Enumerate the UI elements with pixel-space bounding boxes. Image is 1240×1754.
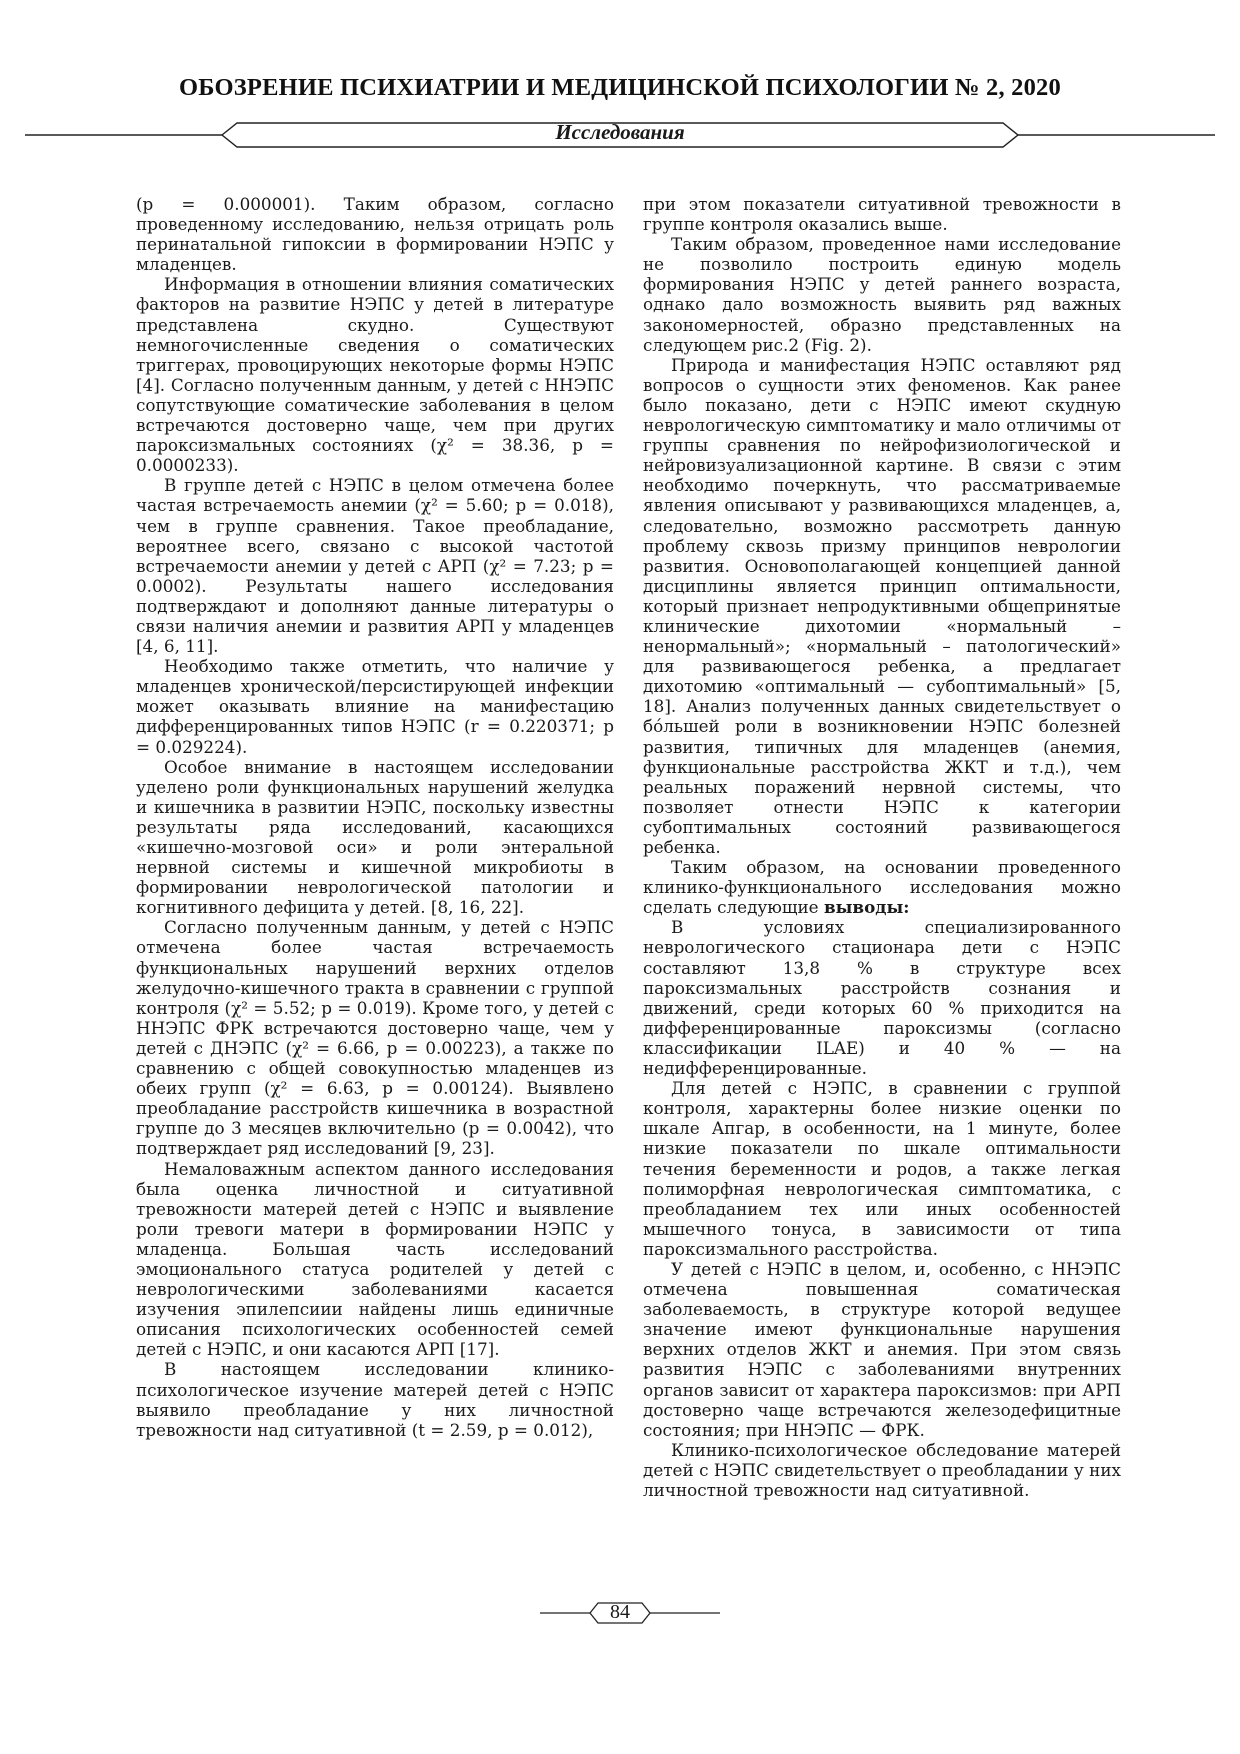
conclusion-item: Клинико-психологическое обследование матерей детей с НЭПС свидетельствует о преобладании у них личностной тревожности над ситуативной. — [643, 1439, 1121, 1500]
paragraph: Согласно полученным данным, у детей с НЭПС отмечена более частая встречаемость функциональных нарушений верхних отделов желудочно-кишечного тракта в сравнении с группой контроля (χ² = 5.52; p = 0.019). Кроме того, у детей с ННЭПС ФРК встречаются достоверно чаще, чем у детей с ДНЭПС (χ² = 6.66, p = 0.00223), а также по сравнению с общей совокупностью младенцев из обеих групп (χ² = 6.63, p = 0.00124). Выявлено преобладание расстройств кишечника в возрастной группе до 3 месяцев включительно (p = 0.0042), что подтверждает ряд исследований [9, 23]. — [136, 917, 614, 1159]
conclusion-item: У детей с НЭПС в целом, и, особенно, с ННЭПС отмечена повышенная соматическая заболеваемость, в структуре которой ведущее значение имеют функциональные нарушения верхних отделов ЖКТ и анемия. При этом связь развития НЭПС с заболеваниями внутренних органов зависит от характера пароксизмов: при АРП достоверно чаще встречаются железодефицитные состояния; при ННЭПС — ФРК. — [643, 1258, 1121, 1440]
paragraph-conclusions-intro — [643, 857, 1121, 917]
conclusion-item: Для детей с НЭПС, в сравнении с группой контроля, характерны более низкие оценки по шкале Апгар, в особенности, на 1 минуте, более низкие показатели по шкале оптимальности течения беременности и родов, а также легкая полиморфная неврологическая симптоматика, с преобладанием тех или иных особенностей мышечного тонуса, в зависимости от типа пароксизмального расстройства. — [643, 1078, 1121, 1259]
section-title: Исследования — [555, 120, 685, 144]
conclusion-item: В условиях специализированного неврологического стационара дети с НЭПС составляют 13,8 % в структуре всех пароксизмальных расстройств сознания и движений, среди которых 60 % приходится на дифференцированные пароксизмы (согласно классификации ILAE) и 40 % — на недифференцированные. — [643, 917, 1121, 1079]
paragraph: Таким образом, проведенное нами исследование не позволило построить единую модель формирования НЭПС у детей раннего возраста, однако дало возможность выявить ряд важных закономерностей, образно представленных на следующем рис.2 (Fig. 2). — [643, 234, 1121, 355]
paragraph: В настоящем исследовании клинико-психологическое изучение матерей детей с НЭПС выявило преобладание у них личностной тревожности над ситуативной (t = 2.59, p = 0.012), — [136, 1359, 614, 1440]
page-footer — [0, 1598, 1240, 1628]
right-column — [643, 194, 1121, 1500]
paragraph: Немаловажным аспектом данного исследования была оценка личностной и ситуативной тревожности матерей детей с НЭПС и выявление роли тревоги матери в формировании НЭПС у младенца. Большая часть исследований эмоционального статуса родителей у детей с неврологическими заболеваниями касается изучения эпилепсиии найдены лишь единичные описания психологических особенностей семей детей с НЭПС, и они касаются АРП [17]. — [136, 1158, 614, 1360]
paragraph-text: Таким образом, на основании проведенного клинико-функционального исследования можно сделать следующие — [643, 857, 1121, 918]
paragraph: В группе детей с НЭПС в целом отмечена более частая встречаемость анемии (χ² = 5.60; p = 0.018), чем в группе сравнения. Такое преобладание, вероятнее всего, связано с высокой частотой встречаемости анемии у детей с АРП (χ² = 7.23; p = 0.0002). Результаты нашего исследования подтверждают и дополняют данные литературы о связи наличия анемии и развития АРП у младенцев [4, 6, 11]. — [136, 475, 614, 657]
paragraph: Особое внимание в настоящем исследовании уделено роли функциональных нарушений желудка и кишечника в развитии НЭПС, поскольку известны результаты ряда исследований, касающихся «кишечно-мозговой оси» и роли энтеральной нервной системы и кишечной микробиоты в формировании неврологической патологии и когнитивного дефицита у детей. [8, 16, 22]. — [136, 756, 614, 918]
paragraph: Информация в отношении влияния соматических факторов на развитие НЭПС у детей в литературе представлена скудно. Существуют немногочисленные сведения о соматических триггерах, провоцирующих некоторые формы НЭПС [4]. Согласно полученным данным, у детей с ННЭПС сопутствующие соматические заболевания в целом встречаются достоверно чаще, чем при других пароксизмальных состояниях (χ² = 38.36, p = 0.0000233). — [136, 274, 614, 476]
section-banner — [0, 115, 1240, 155]
left-column — [136, 194, 614, 1440]
paragraph: Необходимо также отметить, что наличие у младенцев хронической/персистирующей инфекции может оказывать влияние на манифестацию дифференцированных типов НЭПС (r = 0.220371; p = 0.029224). — [136, 656, 614, 757]
paragraph: Природа и манифестация НЭПС оставляют ряд вопросов о сущности этих феноменов. Как ранее было показано, дети с НЭПС имеют скудную неврологическую симптоматику и мало отличимы от группы сравнения по нейрофизиологической и нейровизуализационной картине. В связи с этим необходимо почеркнуть, что рассматриваемые явления описывают у развивающихся младенцев, а, следовательно, возможно рассмотреть данную проблему сквозь призму принципов неврологии развития. Основополагающей концепцией данной дисциплины является принцип оптимальности, который признает непродуктивными общепринятые клинические дихотомии «нормальный – ненормальный»; «нормальный – патологический» для развивающегося ребенка, а предлагает дихотомию «оптимальный — субоптимальный» [5, 18]. Анализ полученных данных свидетельствует о бóльшей роли в возникновении НЭПС болезней развития, типичных для младенцев (анемия, функциональные расстройства ЖКТ и т.д.), чем реальных поражений нервной системы, что позволяет отнести НЭПС к категории субоптимальных состояний развивающегося ребенка. — [643, 354, 1121, 857]
journal-running-head: ОБОЗРЕНИЕ ПСИХИАТРИИ И МЕДИЦИНСКОЙ ПСИХОЛОГИИ № 2, 2020 — [179, 74, 1061, 101]
paragraph: (p = 0.000001). Таким образом, согласно проведенному исследованию, нельзя отрицать роль перинатальной гипоксии в формировании НЭПС у младенцев. — [136, 194, 614, 275]
paragraph: при этом показатели ситуативной тревожности в группе контроля оказались выше. — [643, 194, 1121, 235]
conclusions-keyword: выводы: — [823, 897, 910, 918]
page-number: 84 — [610, 1601, 630, 1623]
